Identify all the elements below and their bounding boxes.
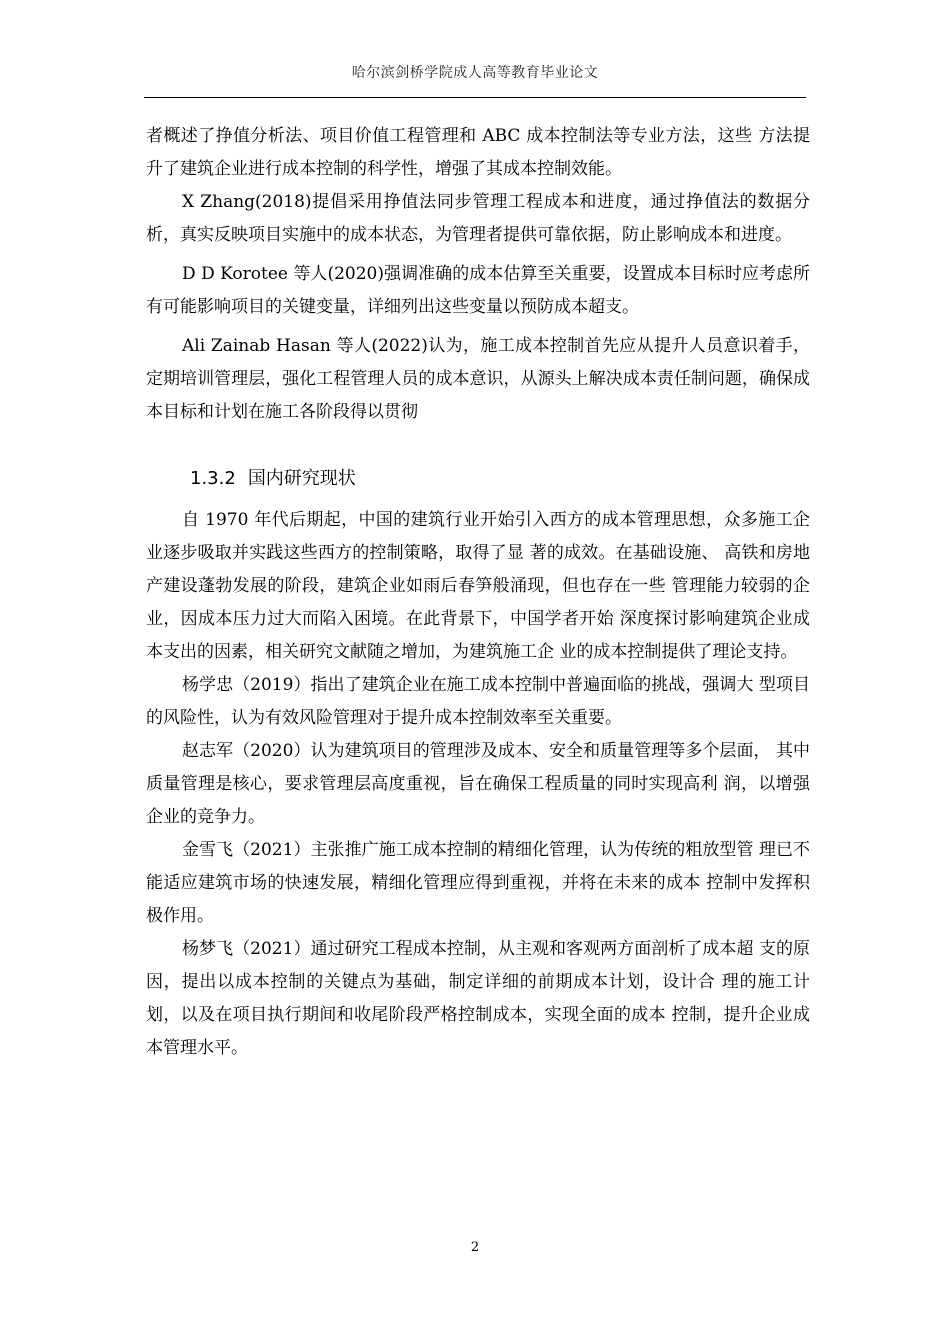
paragraph: 自 1970 年代后期起，中国的建筑行业开始引入西方的成本管理思想，众多施工企业逐步吸取并实践这些西方的控制策略，取得了显 著的成效。在基础设施、 高铁和房地产建设蓬勃发展的阶段，建筑企业如雨后春笋般涌现，但也存在一些 管理能力较弱的企业，因成本压力过大而陷入困境。在此背景下，中国学者开始 深度探讨影响建筑企业成本支出的因素，相关研究文献随之增加，为建筑施工企 业的成本控制提供了理论支持。 <box>146 510 810 662</box>
header-divider <box>144 97 806 98</box>
paragraph: X Zhang(2018)提倡采用挣值法同步管理工程成本和进度，通过挣值法的数据分析，真实反映项目实施中的成本状态，为管理者提供可靠依据，防止影响成本和进度。 <box>146 192 810 245</box>
paragraph: 赵志军（2020）认为建筑项目的管理涉及成本、安全和质量管理等多个层面， 其中质量管理是核心，要求管理层高度重视，旨在确保工程质量的同时实现高利 润，以增强企业的竞争力。 <box>146 741 810 827</box>
page-header-title: 哈尔滨剑桥学院成人高等教育毕业论文 <box>351 65 599 81</box>
paragraph: 杨梦飞（2021）通过研究工程成本控制，从主观和客观两方面剖析了成本超 支的原因，提出以成本控制的关键点为基础，制定详细的前期成本计划，设计合 理的施工计划，以及在项目执行期间和收尾阶段严格控制成本，实现全面的成本 控制，提升企业成本管理水平。 <box>146 939 810 1058</box>
section-title: 国内研究现状 <box>247 468 356 489</box>
section-heading <box>190 466 356 492</box>
body-block-domestic-research <box>146 504 810 1065</box>
page-number: 2 <box>470 1240 480 1255</box>
paragraph: 金雪飞（2021）主张推广施工成本控制的精细化管理，认为传统的粗放型管 理已不能适应建筑市场的快速发展，精细化管理应得到重视，并将在未来的成本 控制中发挥积极作用。 <box>146 840 810 926</box>
body-block-foreign-research <box>146 120 810 429</box>
paragraph: 杨学忠（2019）指出了建筑企业在施工成本控制中普遍面临的挑战，强调大 型项目的风险性，认为有效风险管理对于提升成本控制效率至关重要。 <box>146 675 810 728</box>
paragraph: 者概述了挣值分析法、项目价值工程管理和 ABC 成本控制法等专业方法，这些 方法提升了建筑企业进行成本控制的科学性，增强了其成本控制效能。 <box>146 126 810 179</box>
section-number: 1.3.2 <box>190 468 236 489</box>
paragraph: D D Korotee 等人(2020)强调准确的成本估算至关重要，设置成本目标时应考虑所有可能影响项目的关键变量，详细列出这些变量以预防成本超支。 <box>146 264 810 317</box>
paragraph: Ali Zainab Hasan 等人(2022)认为，施工成本控制首先应从提升人员意识着手，定期培训管理层，强化工程管理人员的成本意识，从源头上解决成本责任制问题，确保成本目标和计划在施工各阶段得以贯彻 <box>146 336 810 422</box>
